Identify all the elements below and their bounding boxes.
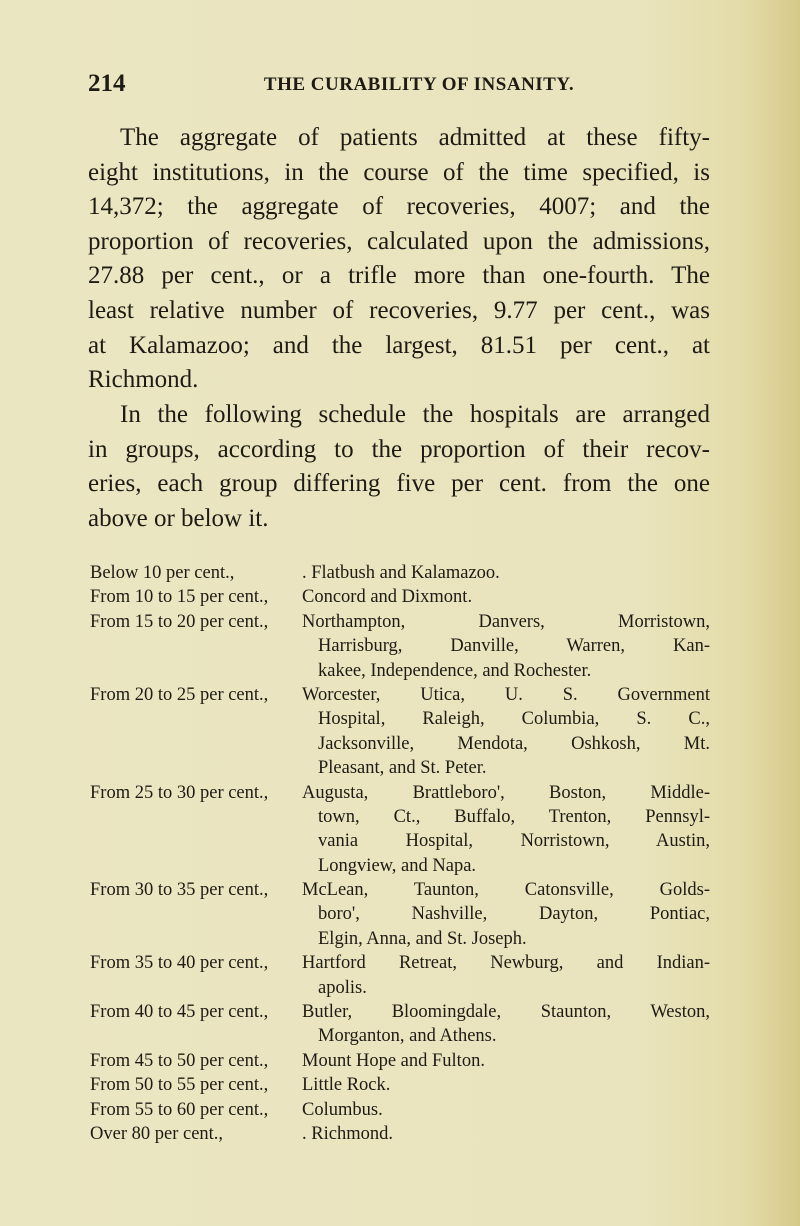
hospital-line: Harrisburg, Danville, Warren, Kan- — [318, 636, 710, 657]
hospital-names — [302, 781, 710, 879]
running-title: THE CURABILITY OF INSANITY. — [263, 74, 575, 95]
text-line: 14,372; the aggregate of recoveries, 4007; and the — [88, 193, 710, 221]
percent-range: From 55 to 60 per cent., — [90, 1099, 269, 1120]
hospital-names — [302, 1073, 710, 1097]
hospital-line: McLean, Taunton, Catonsville, Golds- — [302, 880, 710, 901]
percent-range: From 45 to 50 per cent., — [90, 1050, 269, 1071]
hospital-line: Butler, Bloomingdale, Staunton, Weston, — [302, 1002, 710, 1023]
hospital-line: Hartford Retreat, Newburg, and Indian- — [302, 953, 710, 974]
text-line: eight institutions, in the course of the time specified, is — [88, 158, 710, 186]
schedule-row — [90, 1073, 710, 1097]
hospital-line: Hospital, Raleigh, Columbia, S. C., — [318, 709, 710, 730]
paragraph-summary — [88, 121, 710, 398]
hospital-line: boro', Nashville, Dayton, Pontiac, — [318, 904, 710, 925]
hospital-line: apolis. — [318, 977, 367, 998]
percent-range: From 40 to 45 per cent., — [90, 1002, 269, 1023]
hospital-line: Longview, and Napa. — [318, 855, 477, 876]
schedule-row — [90, 1049, 710, 1073]
text-line: at Kalamazoo; and the largest, 81.51 per cent., at — [88, 331, 710, 359]
hospital-line: . Flatbush and Kalamazoo. — [302, 563, 500, 583]
schedule-row — [90, 585, 710, 609]
hospital-names — [302, 1000, 710, 1049]
text-line: in groups, according to the proportion of their recov- — [88, 435, 710, 463]
text-line: proportion of recoveries, calculated upon the admissions, — [88, 227, 710, 255]
percent-range: Over 80 per cent., — [90, 1123, 224, 1144]
schedule-row — [90, 561, 710, 585]
schedule-row — [90, 1098, 710, 1122]
percent-range: Below 10 per cent., — [90, 563, 235, 583]
hospital-line: Jacksonville, Mendota, Oshkosh, Mt. — [318, 733, 710, 754]
hospital-names — [302, 610, 710, 683]
hospital-names — [302, 878, 710, 951]
text-line: eries, each group differing five per cent. from the one — [88, 470, 710, 498]
percent-range: From 50 to 55 per cent., — [90, 1075, 269, 1096]
percent-range: From 15 to 20 per cent., — [90, 611, 269, 632]
percent-range: From 35 to 40 per cent., — [90, 953, 269, 974]
hospital-line: Augusta, Brattleboro', Boston, Middle- — [302, 782, 710, 803]
hospital-names — [302, 1098, 710, 1122]
hospital-line: Northampton, Danvers, Morristown, — [302, 611, 710, 632]
hospital-line: . Richmond. — [302, 1123, 393, 1144]
schedule-row — [90, 1122, 710, 1146]
hospital-line: Columbus. — [302, 1099, 383, 1120]
hospital-line: Elgin, Anna, and St. Joseph. — [318, 928, 527, 949]
hospital-line: Little Rock. — [302, 1075, 391, 1096]
hospital-names — [302, 1122, 710, 1146]
page-header — [88, 70, 710, 102]
hospital-line: vania Hospital, Norristown, Austin, — [318, 831, 710, 852]
schedule-row — [90, 1000, 710, 1049]
hospital-names — [302, 683, 710, 781]
hospital-line: Mount Hope and Fulton. — [302, 1050, 485, 1071]
text-line: In the following schedule the hospitals are arranged — [120, 401, 710, 428]
hospital-names — [302, 951, 710, 1000]
paragraph-schedule-intro — [88, 398, 710, 536]
schedule-row — [90, 781, 710, 879]
schedule-row — [90, 951, 710, 1000]
percent-range: From 10 to 15 per cent., — [90, 587, 269, 608]
hospital-line: Morganton, and Athens. — [318, 1026, 497, 1047]
text-line: 27.88 per cent., or a trifle more than one-fourth. The — [88, 262, 710, 290]
hospital-names — [302, 561, 710, 585]
hospital-line: Pleasant, and St. Peter. — [318, 758, 487, 779]
hospital-line: kakee, Independence, and Rochester. — [318, 660, 592, 681]
hospital-line: town, Ct., Buffalo, Trenton, Pennsyl- — [318, 806, 710, 827]
recovery-schedule — [90, 561, 710, 1146]
text-line: above or below it. — [88, 504, 269, 532]
hospital-line: Worcester, Utica, U. S. Government — [302, 684, 710, 705]
percent-range: From 25 to 30 per cent., — [90, 782, 269, 803]
percent-range: From 20 to 25 per cent., — [90, 684, 269, 705]
hospital-names — [302, 1049, 710, 1073]
text-line: least relative number of recoveries, 9.77 per cent., was — [88, 296, 710, 324]
schedule-row — [90, 878, 710, 951]
page-number: 214 — [88, 70, 126, 97]
hospital-line: Concord and Dixmont. — [302, 587, 473, 608]
text-line: Richmond. — [88, 366, 199, 394]
schedule-row — [90, 683, 710, 781]
hospital-names — [302, 585, 710, 609]
text-line: The aggregate of patients admitted at these fifty- — [120, 124, 710, 151]
percent-range: From 30 to 35 per cent., — [90, 880, 269, 901]
schedule-row — [90, 610, 710, 683]
